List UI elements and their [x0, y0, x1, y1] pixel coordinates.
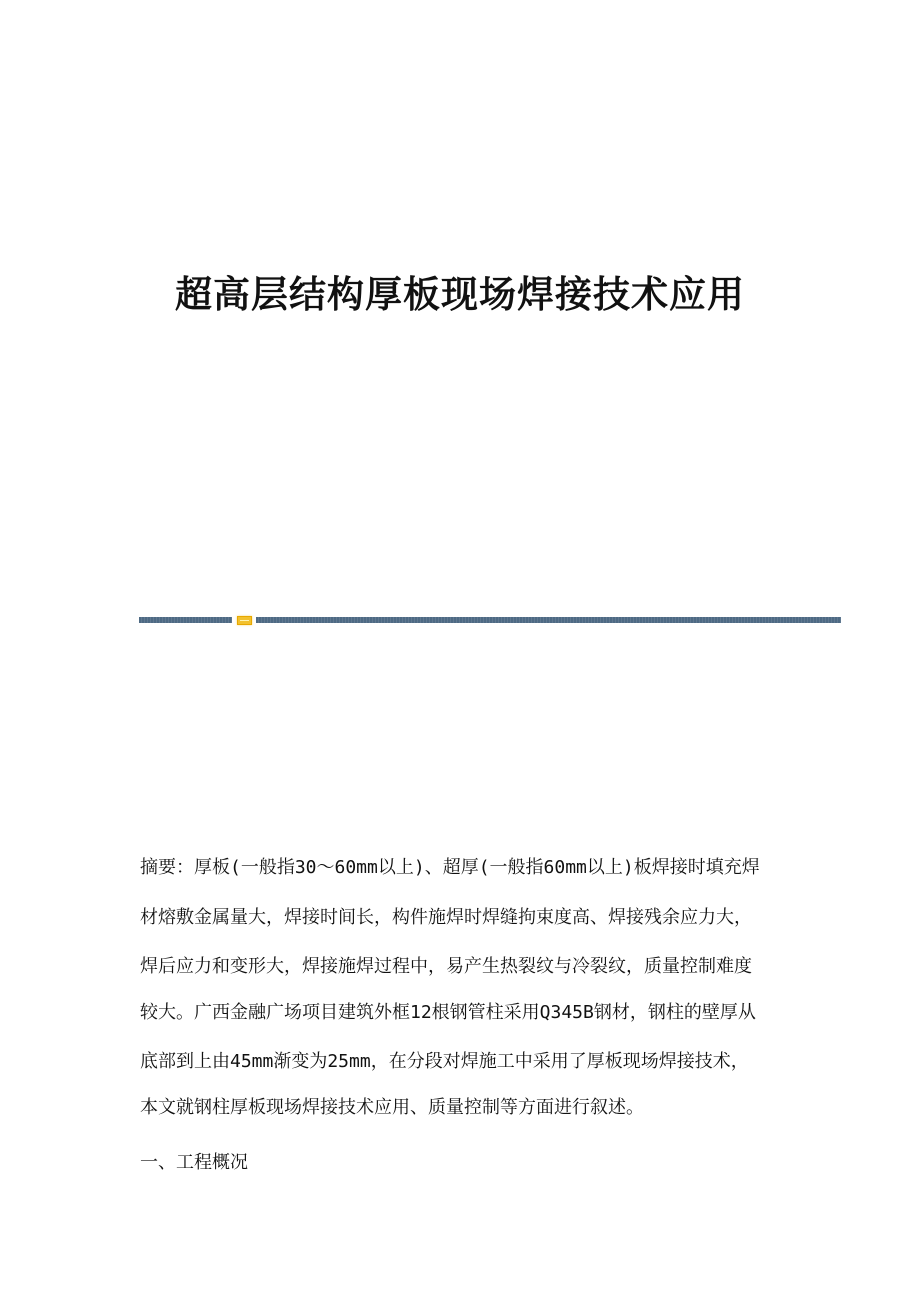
- divider-bar-right: [256, 617, 841, 623]
- divider-ornament-icon: [237, 616, 252, 625]
- abstract-line: 底部到上由45mm渐变为25mm，在分段对焊施工中采用了厚板现场焊接技术，: [140, 1051, 749, 1072]
- abstract-line: 摘要：厚板(一般指30～60mm以上)、超厚(一般指60mm以上)板焊接时填充焊: [140, 857, 760, 878]
- abstract-line: 材熔敷金属量大，焊接时间长，构件施焊时焊缝拘束度高、焊接残余应力大，: [140, 907, 752, 928]
- decorative-divider: [139, 616, 841, 625]
- divider-bar-left: [139, 617, 232, 623]
- abstract-line: 焊后应力和变形大，焊接施焊过程中，易产生热裂纹与冷裂纹，质量控制难度: [140, 956, 752, 977]
- document-title: 超高层结构厚板现场焊接技术应用: [175, 272, 745, 316]
- abstract-line: 本文就钢柱厚板现场焊接技术应用、质量控制等方面进行叙述。: [140, 1097, 644, 1118]
- section-heading: 一、工程概况: [140, 1152, 248, 1173]
- abstract-line: 较大。广西金融广场项目建筑外框12根钢管柱采用Q345B钢材，钢柱的壁厚从: [140, 1002, 756, 1023]
